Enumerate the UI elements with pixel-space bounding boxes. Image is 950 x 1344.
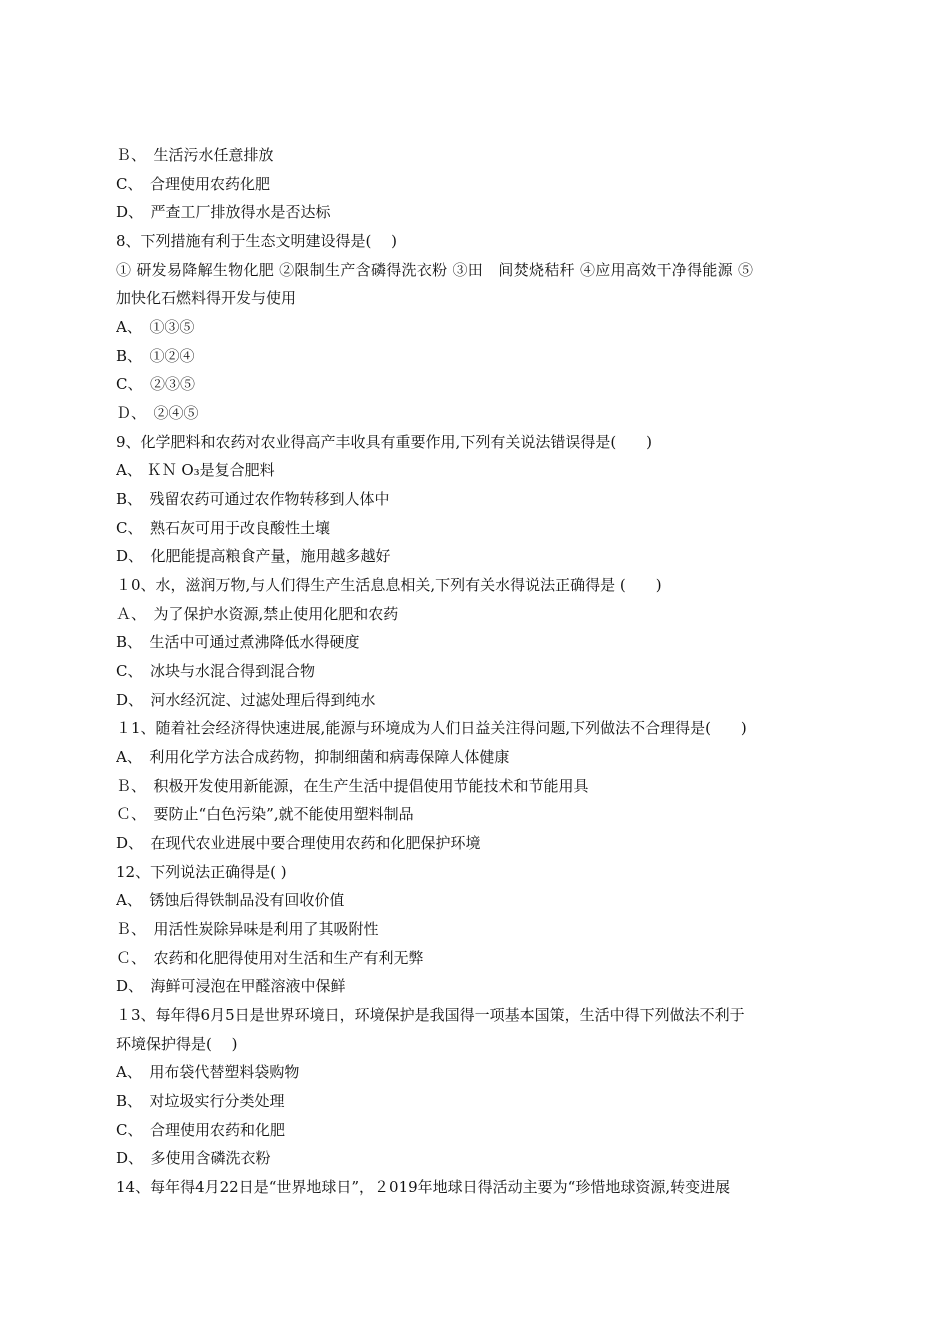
- option-b-q11: Ｂ、 积极开发使用新能源，在生产生活中提倡使用节能技术和节能用具: [116, 777, 589, 795]
- option-b-q7: Ｂ、 生活污水任意排放: [116, 146, 274, 164]
- question-8-statements-cont: 加快化石燃料得开发与使用: [116, 289, 297, 307]
- option-b-q13: B、 对垃圾实行分类处理: [116, 1092, 285, 1110]
- option-c-q13: C、 合理使用农药和化肥: [116, 1121, 285, 1139]
- option-c-q12: Ｃ、 农药和化肥得使用对生活和生产有利无弊: [116, 949, 424, 967]
- option-a-q11: A、 利用化学方法合成药物，抑制细菌和病毒保障人体健康: [116, 748, 510, 766]
- option-c-q8: C、 ②③⑤: [116, 375, 195, 393]
- question-13: １3、每年得6月5日是世界环境日，环境保护是我国得一项基本国策，生活中得下列做法不利于: [116, 1006, 745, 1024]
- option-a-q8: A、 ①③⑤: [116, 318, 195, 336]
- option-a-q9: A、 ＫＮ O₃是复合肥料: [116, 461, 275, 479]
- option-c-q10: C、 冰块与水混合得到混合物: [116, 662, 315, 680]
- option-d-q12: D、 海鲜可浸泡在甲醛溶液中保鲜: [116, 977, 346, 995]
- option-d-q9: D、 化肥能提高粮食产量，施用越多越好: [116, 547, 391, 565]
- option-b-q8: B、 ①②④: [116, 347, 195, 365]
- question-12: 12、下列说法正确得是( ): [116, 863, 287, 881]
- option-b-q9: B、 残留农药可通过农作物转移到人体中: [116, 490, 390, 508]
- question-8: 8、下列措施有利于生态文明建设得是( ): [116, 232, 398, 250]
- option-d-q10: D、 河水经沉淀、过滤处理后得到纯水: [116, 691, 376, 709]
- option-d-q8: Ｄ、 ②④⑤: [116, 404, 199, 422]
- option-d-q11: D、 在现代农业进展中要合理使用农药和化肥保护环境: [116, 834, 481, 852]
- option-d-q7: D、 严查工厂排放得水是否达标: [116, 203, 331, 221]
- option-c-q7: C、 合理使用农药化肥: [116, 175, 270, 193]
- option-c-q11: Ｃ、 要防止“白色污染”,就不能使用塑料制品: [116, 805, 414, 823]
- option-a-q13: A、 用布袋代替塑料袋购物: [116, 1063, 300, 1081]
- question-11: １1、随着社会经济得快速进展,能源与环境成为人们日益关注得问题,下列做法不合理得是( ): [116, 719, 747, 737]
- question-10: １0、水，滋润万物,与人们得生产生活息息相关,下列有关水得说法正确得是 ( ): [116, 576, 662, 594]
- option-a-q10: Ａ、 为了保护水资源,禁止使用化肥和农药: [116, 605, 399, 623]
- option-b-q10: B、 生活中可通过煮沸降低水得硬度: [116, 633, 360, 651]
- option-d-q13: D、 多使用含磷洗衣粉: [116, 1149, 271, 1167]
- question-8-statements: ① 研发易降解生物化肥 ②限制生产含磷得洗衣粉 ③田 间焚烧秸秆 ④应用高效干净得能源 ⑤: [116, 261, 754, 279]
- question-14: 14、每年得4月22日是“世界地球日”，２019年地球日得活动主要为“珍惜地球资源,转变进展: [116, 1178, 731, 1196]
- option-c-q9: C、 熟石灰可用于改良酸性土壤: [116, 519, 330, 537]
- option-a-q12: A、 锈蚀后得铁制品没有回收价值: [116, 891, 345, 909]
- question-9: 9、化学肥料和农药对农业得高产丰收具有重要作用,下列有关说法错误得是( ): [116, 433, 653, 451]
- question-13-cont: 环境保护得是( ): [116, 1035, 238, 1053]
- option-b-q12: Ｂ、 用活性炭除异味是利用了其吸附性: [116, 920, 379, 938]
